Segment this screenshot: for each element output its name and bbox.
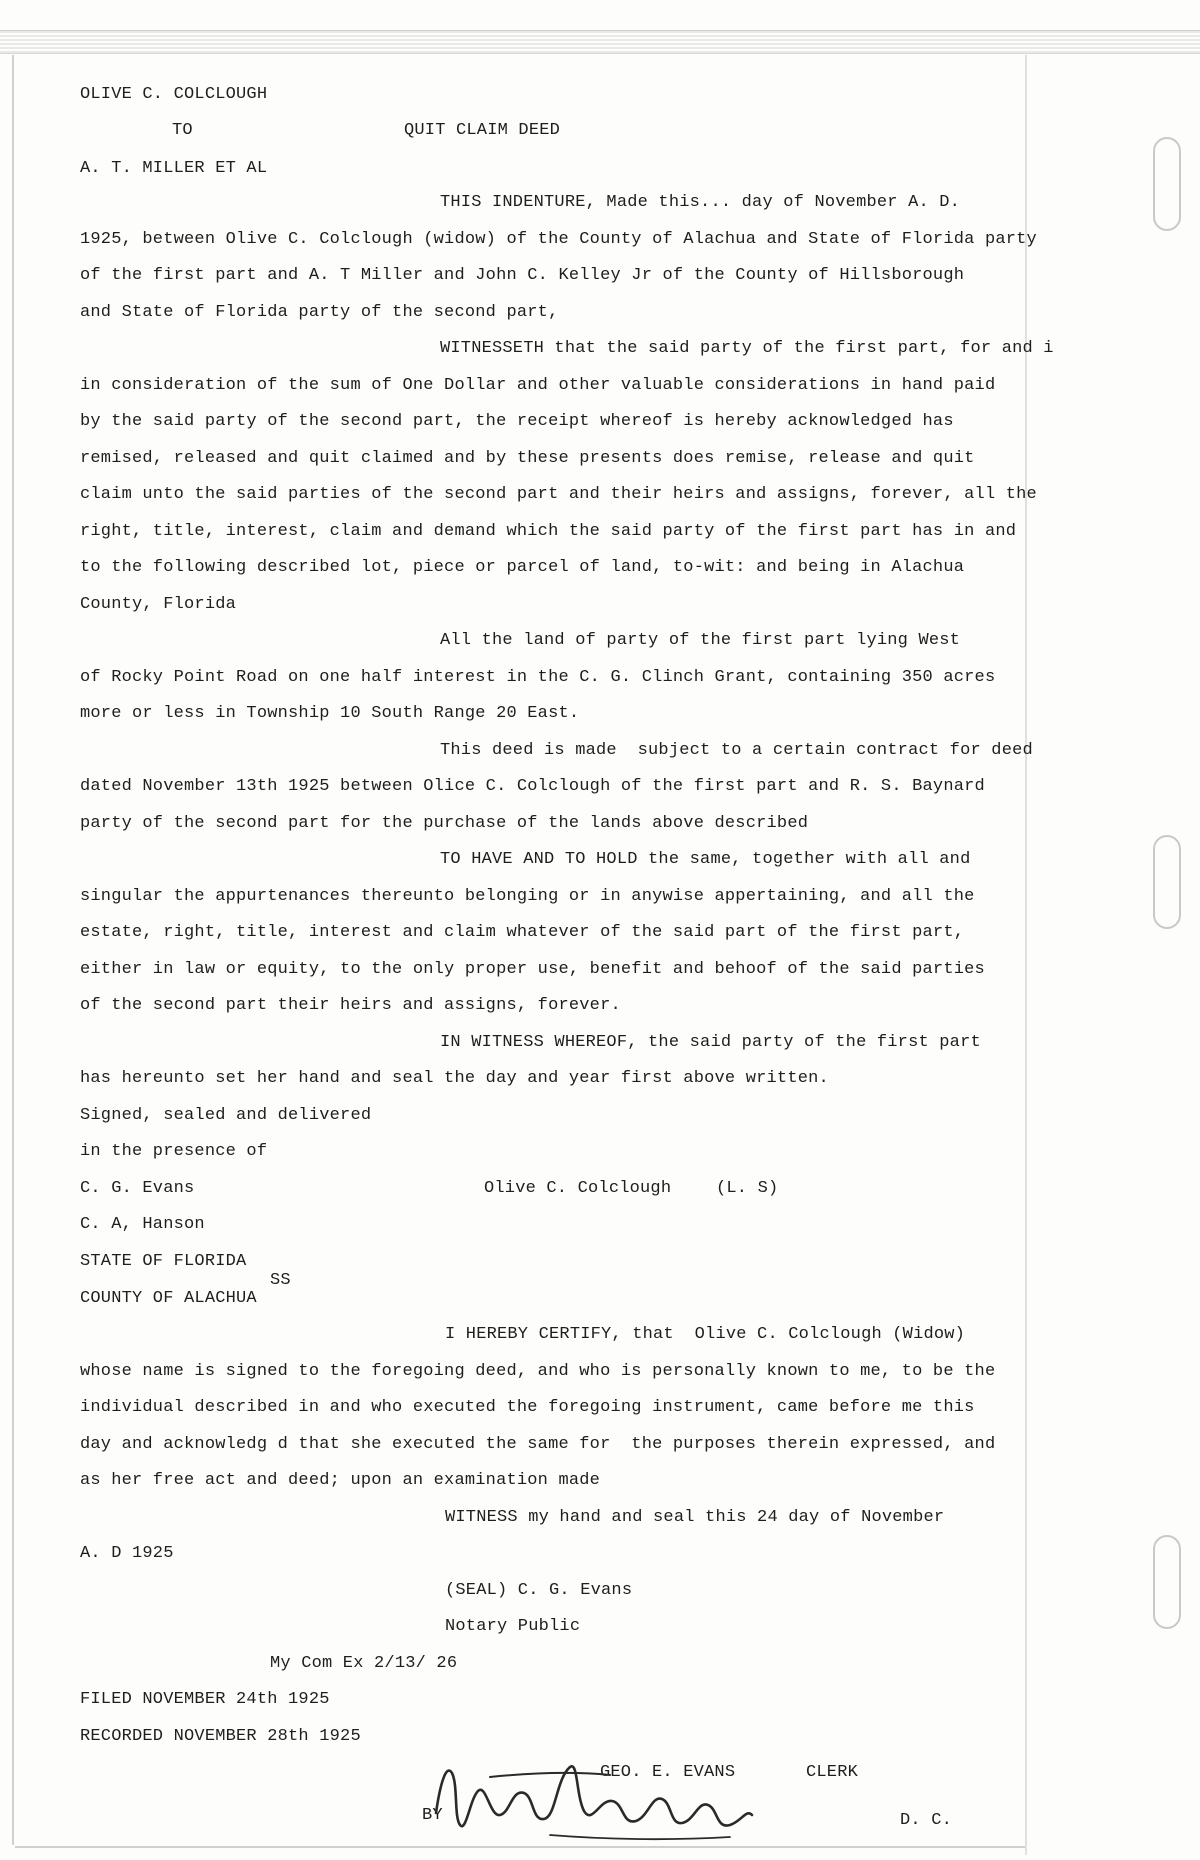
- body-line: estate, right, title, interest and claim whatever of the said part of the first part,: [80, 923, 965, 942]
- body-line: County, Florida: [80, 595, 237, 614]
- body-line: of the second part their heirs and assigns, forever.: [80, 996, 621, 1015]
- body-line: 1925, between Olive C. Colclough (widow) of the County of Alachua and State of Florida party: [80, 230, 1037, 249]
- body-line: in the presence of: [80, 1142, 268, 1161]
- body-line: to the following described lot, piece or parcel of land, to-wit: and being in Alachua: [80, 558, 965, 577]
- notary-title: Notary Public: [445, 1617, 581, 1636]
- body-line: singular the appurtenances thereunto belonging or in anywise appertaining, and all the: [80, 887, 975, 906]
- signer-name: Olive C. Colclough: [484, 1179, 672, 1198]
- body-line: of the first part and A. T Miller and John C. Kelley Jr of the County of Hillsborough: [80, 266, 965, 285]
- body-line: remised, released and quit claimed and by these presents does remise, release and quit: [80, 449, 975, 468]
- certificate-line: as her free act and deed; upon an examination made: [80, 1471, 601, 1490]
- certificate-line: I HEREBY CERTIFY, that Olive C. Colclough (Widow): [445, 1325, 966, 1344]
- binder-ring-bottom: [1153, 1535, 1181, 1629]
- to-label: TO: [172, 121, 193, 140]
- venue-ss: SS: [270, 1271, 291, 1290]
- right-page-edge: [1025, 55, 1027, 1855]
- body-line: WITNESSETH that the said party of the first part, for and i: [440, 339, 1054, 358]
- top-margin-rule: [0, 30, 1200, 54]
- clerk-title: CLERK: [806, 1763, 859, 1782]
- body-line: and State of Florida party of the second part,: [80, 303, 559, 322]
- grantor-name: OLIVE C. COLCLOUGH: [80, 85, 268, 104]
- by-label: BY: [422, 1806, 443, 1825]
- certificate-line: WITNESS my hand and seal this 24 day of November: [445, 1508, 945, 1527]
- certificate-line: individual described in and who executed the foregoing instrument, came before me this: [80, 1398, 975, 1417]
- body-line: This deed is made subject to a certain contract for deed: [440, 741, 1033, 760]
- notary-commission: My Com Ex 2/13/ 26: [270, 1654, 458, 1673]
- body-line: of Rocky Point Road on one half interest in the C. G. Clinch Grant, containing 350 acres: [80, 668, 996, 687]
- body-line: either in law or equity, to the only proper use, benefit and behoof of the said parties: [80, 960, 985, 979]
- witness-name: C. A, Hanson: [80, 1215, 205, 1234]
- body-line: party of the second part for the purchase of the lands above described: [80, 814, 809, 833]
- body-line: by the said party of the second part, the receipt whereof is hereby acknowledged has: [80, 412, 954, 431]
- body-line: THIS INDENTURE, Made this... day of November A. D.: [440, 193, 961, 212]
- filed-date: FILED NOVEMBER 24th 1925: [80, 1690, 330, 1709]
- body-line: All the land of party of the first part lying West: [440, 631, 961, 650]
- body-line: Signed, sealed and delivered: [80, 1106, 372, 1125]
- notary-seal-name: (SEAL) C. G. Evans: [445, 1581, 633, 1600]
- body-line: more or less in Township 10 South Range 20 East.: [80, 704, 580, 723]
- recorded-date: RECORDED NOVEMBER 28th 1925: [80, 1727, 361, 1746]
- venue-county: COUNTY OF ALACHUA: [80, 1289, 257, 1308]
- binder-ring-middle: [1153, 835, 1181, 929]
- certificate-line: whose name is signed to the foregoing deed, and who is personally known to me, to be the: [80, 1362, 996, 1381]
- body-line: TO HAVE AND TO HOLD the same, together with all and: [440, 850, 971, 869]
- document-title: QUIT CLAIM DEED: [404, 121, 561, 140]
- binder-ring-top: [1153, 137, 1181, 231]
- seal-mark: (L. S): [716, 1179, 779, 1198]
- certificate-date: A. D 1925: [80, 1544, 174, 1563]
- venue-state: STATE OF FLORIDA: [80, 1252, 247, 1271]
- clerk-name: GEO. E. EVANS: [600, 1763, 736, 1782]
- left-page-edge: [12, 55, 14, 1845]
- body-line: right, title, interest, claim and demand which the said party of the first part has in and: [80, 522, 1017, 541]
- body-line: claim unto the said parties of the second part and their heirs and assigns, forever, all the: [80, 485, 1037, 504]
- body-line: has hereunto set her hand and seal the day and year first above written.: [80, 1069, 829, 1088]
- deputy-clerk-label: D. C.: [900, 1811, 953, 1830]
- body-line: in consideration of the sum of One Dollar and other valuable considerations in hand paid: [80, 376, 996, 395]
- body-line: IN WITNESS WHEREOF, the said party of the first part: [440, 1033, 981, 1052]
- witness-name: C. G. Evans: [80, 1179, 195, 1198]
- handwritten-signature: [400, 1755, 780, 1850]
- body-line: dated November 13th 1925 between Olice C. Colclough of the first part and R. S. Baynard: [80, 777, 985, 796]
- grantee-name: A. T. MILLER ET AL: [80, 159, 268, 178]
- certificate-line: day and acknowledg d that she executed the same for the purposes therein expressed, and: [80, 1435, 996, 1454]
